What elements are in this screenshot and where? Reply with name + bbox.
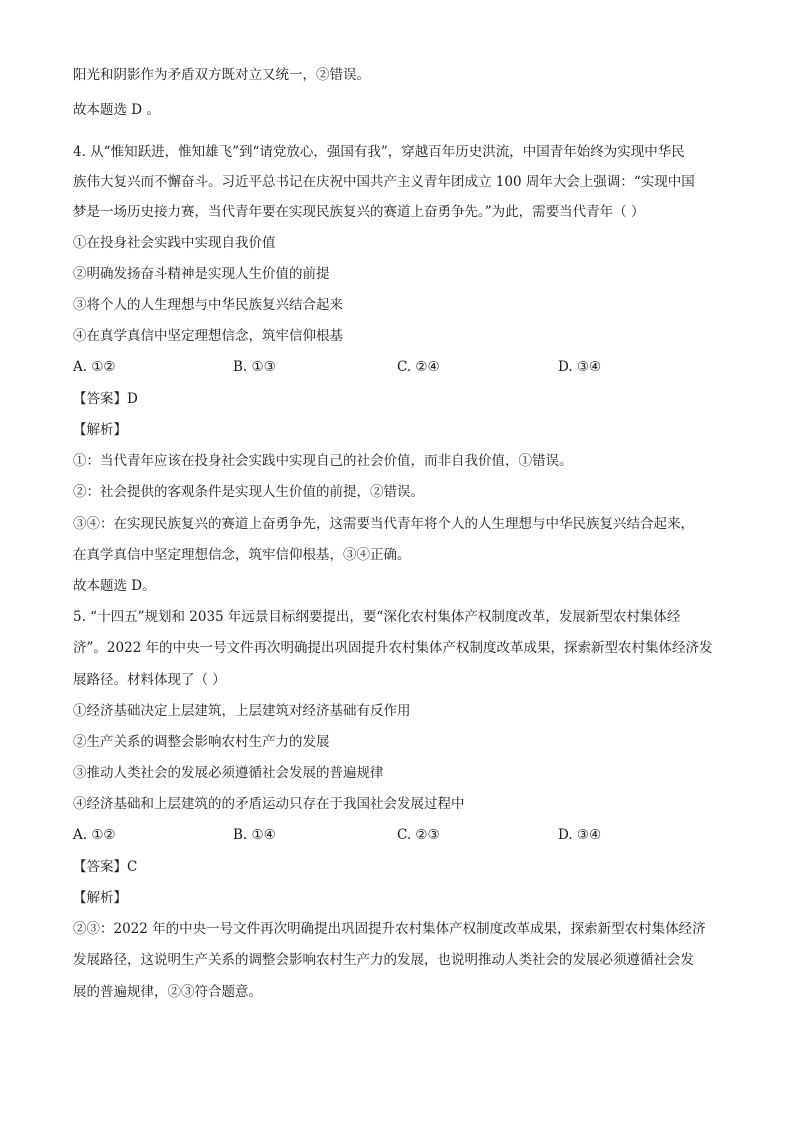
analysis-line: ②：社会提供的客观条件是实现人生价值的前提，②错误。 bbox=[73, 484, 424, 500]
analysis-line: ①：当代青年应该在投身社会实践中实现自己的社会价值，而非自我价值，①错误。 bbox=[73, 453, 573, 469]
question-5-statement: ④经济基础和上层建筑的的矛盾运动只存在于我国社会发展过程中 bbox=[73, 796, 465, 812]
analysis-line: 发展路径，这说明生产关系的调整会影响农村生产力的发展，也说明推动人类社会的发展必须遵循社会发 bbox=[73, 952, 694, 968]
paragraph-line: 阳光和阴影作为矛盾双方既对立又统一，②错误。 bbox=[73, 67, 370, 83]
question-5-stem-line: 5. “十四五”规划和 2035 年远景目标纲要提出，要“深化农村集体产权制度改革，发展新型农村集体经 bbox=[73, 609, 681, 625]
question-5-stem-line: 展路径。材料体现了（ ） bbox=[73, 672, 226, 688]
analysis-line: ③④：在实现民族复兴的赛道上奋勇争先，这需要当代青年将个人的人生理想与中华民族复兴结合起来， bbox=[73, 516, 694, 532]
conclusion-line: 故本题选 D。 bbox=[73, 578, 156, 594]
question-4-option-d: D. ③④ bbox=[558, 359, 602, 375]
question-4-statement: ④在真学真信中坚定理想信念，筑牢信仰根基 bbox=[73, 328, 343, 344]
question-5-option-c: C. ②③ bbox=[397, 827, 440, 843]
question-4-stem-line: 梦是一场历史接力赛，当代青年要在实现民族复兴的赛道上奋勇争先。”为此，需要当代青年（ ） bbox=[73, 204, 645, 220]
question-4-statement: ②明确发扬奋斗精神是实现人生价值的前提 bbox=[73, 266, 330, 282]
analysis-line: ②③：2022 年的中央一号文件再次明确提出巩固提升农村集体产权制度改革成果，探索新型农村集体经济 bbox=[73, 921, 706, 937]
question-5-statement: ③推动人类社会的发展必须遵循社会发展的普遍规律 bbox=[73, 765, 384, 781]
question-5-option-d: D. ③④ bbox=[558, 827, 602, 843]
answer-label: 【答案】C bbox=[73, 859, 138, 875]
question-5-option-a: A. ①② bbox=[73, 827, 116, 843]
question-4-option-b: B. ①③ bbox=[233, 359, 276, 375]
question-5-stem-line: 济”。2022 年的中央一号文件再次明确提出巩固提升农村集体产权制度改革成果，探索新型农村集体经济发 bbox=[73, 640, 713, 656]
answer-label: 【答案】D bbox=[73, 391, 138, 407]
question-4-statement: ①在投身社会实践中实现自我价值 bbox=[73, 235, 276, 251]
question-4-stem-line: 族伟大复兴而不懈奋斗。习近平总书记在庆祝中国共产主义青年团成立 100 周年大会上强调：“实现中国 bbox=[73, 174, 695, 190]
question-4-option-a: A. ①② bbox=[73, 359, 116, 375]
analysis-label: 【解析】 bbox=[73, 422, 127, 438]
question-5-statement: ①经济基础决定上层建筑，上层建筑对经济基础有反作用 bbox=[73, 703, 411, 719]
analysis-line: 在真学真信中坚定理想信念，筑牢信仰根基，③④正确。 bbox=[73, 547, 411, 563]
question-4-statement: ③将个人的人生理想与中华民族复兴结合起来 bbox=[73, 297, 343, 313]
analysis-line: 展的普遍规律，②③符合题意。 bbox=[73, 984, 262, 1000]
question-4-stem-line: 4. 从“惟知跃进，惟知雄飞”到“请党放心，强国有我”，穿越百年历史洪流，中国青年始终为实现中华民 bbox=[73, 144, 685, 160]
analysis-label: 【解析】 bbox=[73, 890, 127, 906]
question-5-statement: ②生产关系的调整会影响农村生产力的发展 bbox=[73, 734, 330, 750]
paragraph-line: 故本题选 D 。 bbox=[73, 102, 160, 118]
question-5-option-b: B. ①④ bbox=[233, 827, 276, 843]
question-4-option-c: C. ②④ bbox=[397, 359, 440, 375]
